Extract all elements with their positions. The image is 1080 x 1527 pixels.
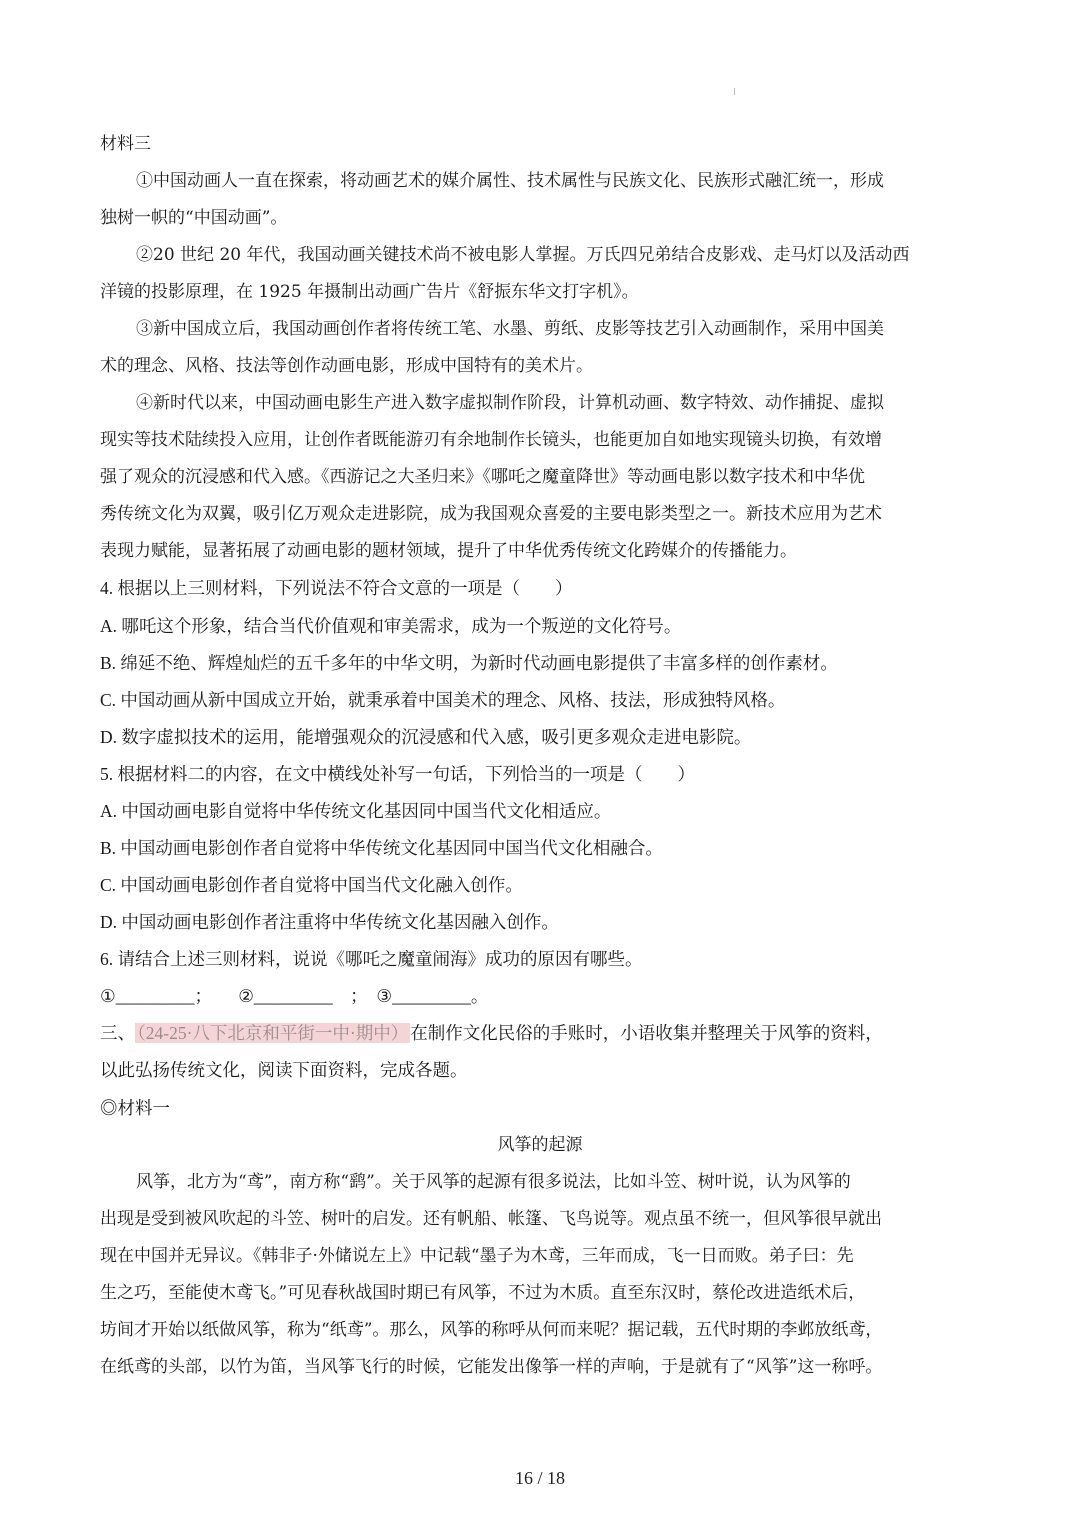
material3-p1-line2: 独树一帜的“中国动画”。 — [100, 208, 288, 228]
question-4-option-a: A. 哪吒这个形象，结合当代价值观和审美需求，成为一个叛逆的文化符号。 — [100, 616, 682, 636]
kite-para-line3: 现在中国并无异议。《韩非子·外储说左上》中记载“墨子为木鸢，三年而成，飞一日而败。弟子曰：先 — [100, 1246, 854, 1266]
kite-para-line5: 坊间才开始以纸做风筝，称为“纸鸢”。那么，风筝的称呼从何而来呢？据记载，五代时期的李邺放纸鸢， — [100, 1320, 883, 1340]
section-3-prefix: 三、 — [100, 1023, 135, 1043]
question-5-option-b: B. 中国动画电影创作者自觉将中华传统文化基因同中国当代文化相融合。 — [100, 838, 663, 858]
material3-p4-line4: 秀传统文化为双翼，吸引亿万观众走进影院，成为我国观众喜爱的主要电影类型之一。新技术应用为艺术 — [100, 504, 882, 524]
question-4-option-d: D. 数字虚拟技术的运用，能增强观众的沉浸感和代入感，吸引更多观众走进电影院。 — [100, 727, 752, 747]
material3-p4-line3: 强了观众的沉浸感和代入感。《西游记之大圣归来》《哪吒之魔童降世》等动画电影以数字技术和中华优 — [100, 467, 865, 487]
kite-para-line2: 出现是受到被风吹起的斗笠、树叶的启发。还有帆船、帐篷、飞鸟说等。观点虽不统一，但风筝很早就出 — [100, 1209, 882, 1229]
material3-p2-line2: 洋镜的投影原理，在 1925 年摄制出动画广告片《舒振东华文打字机》。 — [100, 282, 639, 302]
question-5-option-c: C. 中国动画电影创作者自觉将中国当代文化融入创作。 — [100, 875, 523, 895]
section-3-intro-line1 — [100, 1021, 883, 1045]
article-title: 风筝的起源 — [497, 1135, 583, 1155]
material3-p3-line1: ③新中国成立后，我国动画创作者将传统工笔、水墨、剪纸、皮影等技艺引入动画制作，采用中国美 — [136, 319, 884, 339]
question-6-answer-blanks: ①_________； ②_________ ； ③_________。 — [100, 986, 489, 1006]
material3-heading: 材料三 — [100, 134, 151, 154]
question-4-option-c: C. 中国动画从新中国成立开始，就秉承着中国美术的理念、风格、技法，形成独特风格。 — [100, 690, 786, 710]
material3-p2-line1: ②20 世纪 20 年代，我国动画关键技术尚不被电影人掌握。万氏四兄弟结合皮影戏、走马灯以及活动西 — [136, 245, 910, 265]
section-3-intro-text: 在制作文化民俗的手账时，小语收集并整理关于风筝的资料， — [410, 1023, 883, 1043]
material1-label: ◎材料一 — [100, 1098, 170, 1118]
section-3-intro-line2: 以此弘扬传统文化，阅读下面资料，完成各题。 — [100, 1060, 468, 1080]
page-number: 16 / 18 — [514, 1468, 565, 1488]
material3-p4-line5: 表现力赋能，显著拓展了动画电影的题材领域，提升了中华优秀传统文化跨媒介的传播能力。 — [100, 541, 797, 561]
kite-para-line1: 风筝，北方为“鸢”，南方称“鹞”。关于风筝的起源有很多说法，比如斗笠、树叶说，认为风筝的 — [136, 1172, 851, 1192]
material3-p1-line1: ①中国动画人一直在探索，将动画艺术的媒介属性、技术属性与民族文化、民族形式融汇统一，形成 — [136, 171, 884, 191]
kite-para-line4: 生之巧，至能使木鸢飞。”可见春秋战国时期已有风筝，不过为木质。直至东汉时，蔡伦改进造纸术后， — [100, 1283, 866, 1303]
question-4-option-b: B. 绵延不绝、辉煌灿烂的五千多年的中华文明，为新时代动画电影提供了丰富多样的创作素材。 — [100, 653, 838, 673]
source-tag-highlight: （24-25·八下北京和平街一中·期中） — [137, 1023, 409, 1043]
material3-p4-line2: 现实等技术陆续投入应用，让创作者既能游刃有余地制作长镜头，也能更加自如地实现镜头切换，有效增 — [100, 430, 882, 450]
question-5-stem: 5. 根据材料二的内容，在文中横线处补写一句话，下列恰当的一项是（ ） — [100, 764, 695, 784]
question-6-stem: 6. 请结合上述三则材料，说说《哪吒之魔童闹海》成功的原因有哪些。 — [100, 949, 643, 969]
material3-p4-line1: ④新时代以来，中国动画电影生产进入数字虚拟制作阶段，计算机动画、数字特效、动作捕捉、虚拟 — [136, 393, 884, 413]
question-5-option-a: A. 中国动画电影自觉将中华传统文化基因同中国当代文化相适应。 — [100, 801, 612, 821]
question-5-option-d: D. 中国动画电影创作者注重将中华传统文化基因融入创作。 — [100, 912, 559, 932]
header-tick-mark — [734, 88, 735, 95]
question-4-stem: 4. 根据以上三则材料，下列说法不符合文意的一项是（ ） — [100, 578, 573, 598]
material3-p3-line2: 术的理念、风格、技法等创作动画电影，形成中国特有的美术片。 — [100, 356, 593, 376]
kite-para-line6: 在纸鸢的头部，以竹为笛，当风筝飞行的时候，它能发出像筝一样的声响，于是就有了“风筝”这一称呼。 — [100, 1357, 883, 1377]
